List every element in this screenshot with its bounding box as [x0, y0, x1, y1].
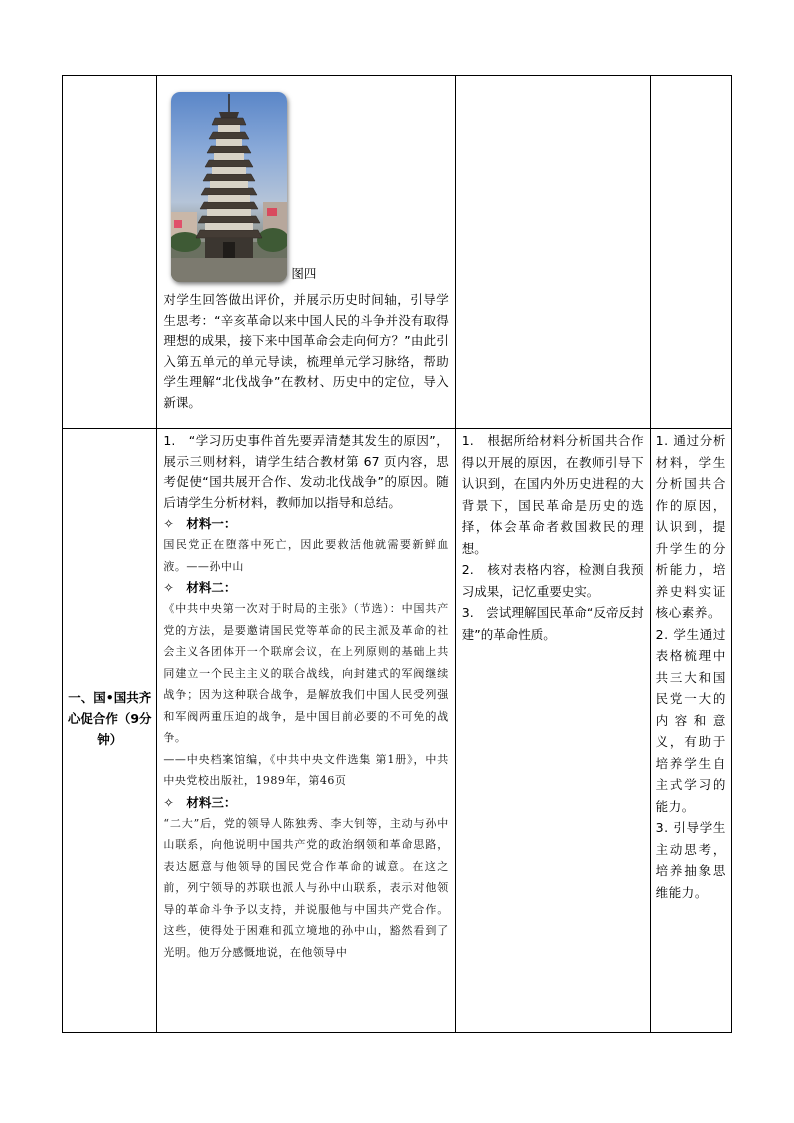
student-item-2: 2. 核对表格内容，检测自我预习成果，记忆重要史实。 [461, 562, 644, 599]
design-intent-cell [650, 429, 731, 1033]
student-item-3: 3. 尝试理解国民革命“反帝反封建”的革命性质。 [461, 605, 644, 642]
material-1-text: 国民党正在堕落中死亡，因此要救活他就需要新鲜血液。——孙中山 [163, 538, 449, 573]
twin-pagoda-image [171, 92, 287, 282]
section-cell [63, 429, 157, 1033]
student-item-1: 1. 根据所给材料分析国共合作得以开展的原因，在教师引导下认识到，在国内外历史进程的大背景下，国民革命是历史的选择，体会革命者救国救民的理想。 [461, 433, 644, 556]
teacher-activity-cell [157, 76, 455, 429]
material-3-heading: ✧ 材料三： [163, 794, 237, 810]
row1-teacher-text: 对学生回答做出评价，并展示历史时间轴，引导学生思考：“辛亥革命以来中国人民的斗争并没有取得理想的成果，接下来中国革命会走向何方？”由此引入第五单元的单元导读，梳理单元学习脉络，帮助学生理解“北伐战争”在教材、历史中的定位，导入新课。 [163, 292, 449, 410]
pagoda-photo [171, 92, 287, 282]
table-row [63, 76, 732, 429]
material-1-heading: ✧ 材料一： [163, 516, 237, 531]
student-activity-cell-empty [455, 76, 650, 429]
design-item-3: 3. 引导学生主动思考，培养抽象思维能力。 [655, 820, 726, 900]
figure-block [157, 76, 454, 288]
material-2-source: ——中央档案馆编，《中共中央文件选集 第1册》，中共中央党校出版社，1989年，第46页 [163, 752, 449, 787]
material-2-text: 《中共中央第一次对于时局的主张》（节选）：中国共产党的方法，是要邀请国民党等革命的民主派及革命的社会主义各团体开一个联席会议，在上列原则的基础上共同建立一个民主主义的联合战线，向封建式的军阀继续战争；因为这种联合战争，是解放我们中国人民受列强和军阀两重压迫的战争，是中国目前必要的不可免的战争。 [163, 602, 449, 744]
figure-caption: 图四 [291, 266, 317, 281]
design-intent-cell-empty [650, 76, 731, 429]
section-cell-empty [63, 76, 157, 429]
teacher-activity-cell [157, 429, 455, 1033]
material-2-heading: ✧ 材料二： [163, 580, 237, 595]
section-title: 一、国•国共齐心促合作（9分钟） [67, 690, 152, 747]
design-item-1: 1. 通过分析材料，学生分析国共合作的原因，认识到，提升学生的分析能力，培养史料实证核心素养。 [655, 433, 726, 620]
teacher-intro: 1. “学习历史事件首先要弄清楚其发生的原因”，展示三则材料，请学生结合教材第 67 页内容，思考促使“国共展开合作、发动北伐战争”的原因。随后请学生分析材料，教师加以指导和总结。 [163, 433, 449, 510]
material-3-text: “二大”后，党的领导人陈独秀、李大钊等，主动与孙中山联系，向他说明中国共产党的政治纲领和革命思路，表达愿意与他领导的国民党合作革命的诚意。在这之前，列宁领导的苏联也派人与孙中山联系，表示对他领导的革命斗争予以支持，并说服他与中国共产党合作。这些，使得处于困难和孤立境地的孙中山，豁然看到了光明。他万分感慨地说，在他领导中 [163, 816, 449, 959]
student-activity-cell [455, 429, 650, 1033]
design-item-2: 2. 学生通过表格梳理中共三大和国民党一大的内容和意义，有助于培养学生自主式学习的能力。 [655, 626, 726, 814]
table-row [63, 429, 732, 1033]
lesson-plan-table [62, 75, 732, 1033]
